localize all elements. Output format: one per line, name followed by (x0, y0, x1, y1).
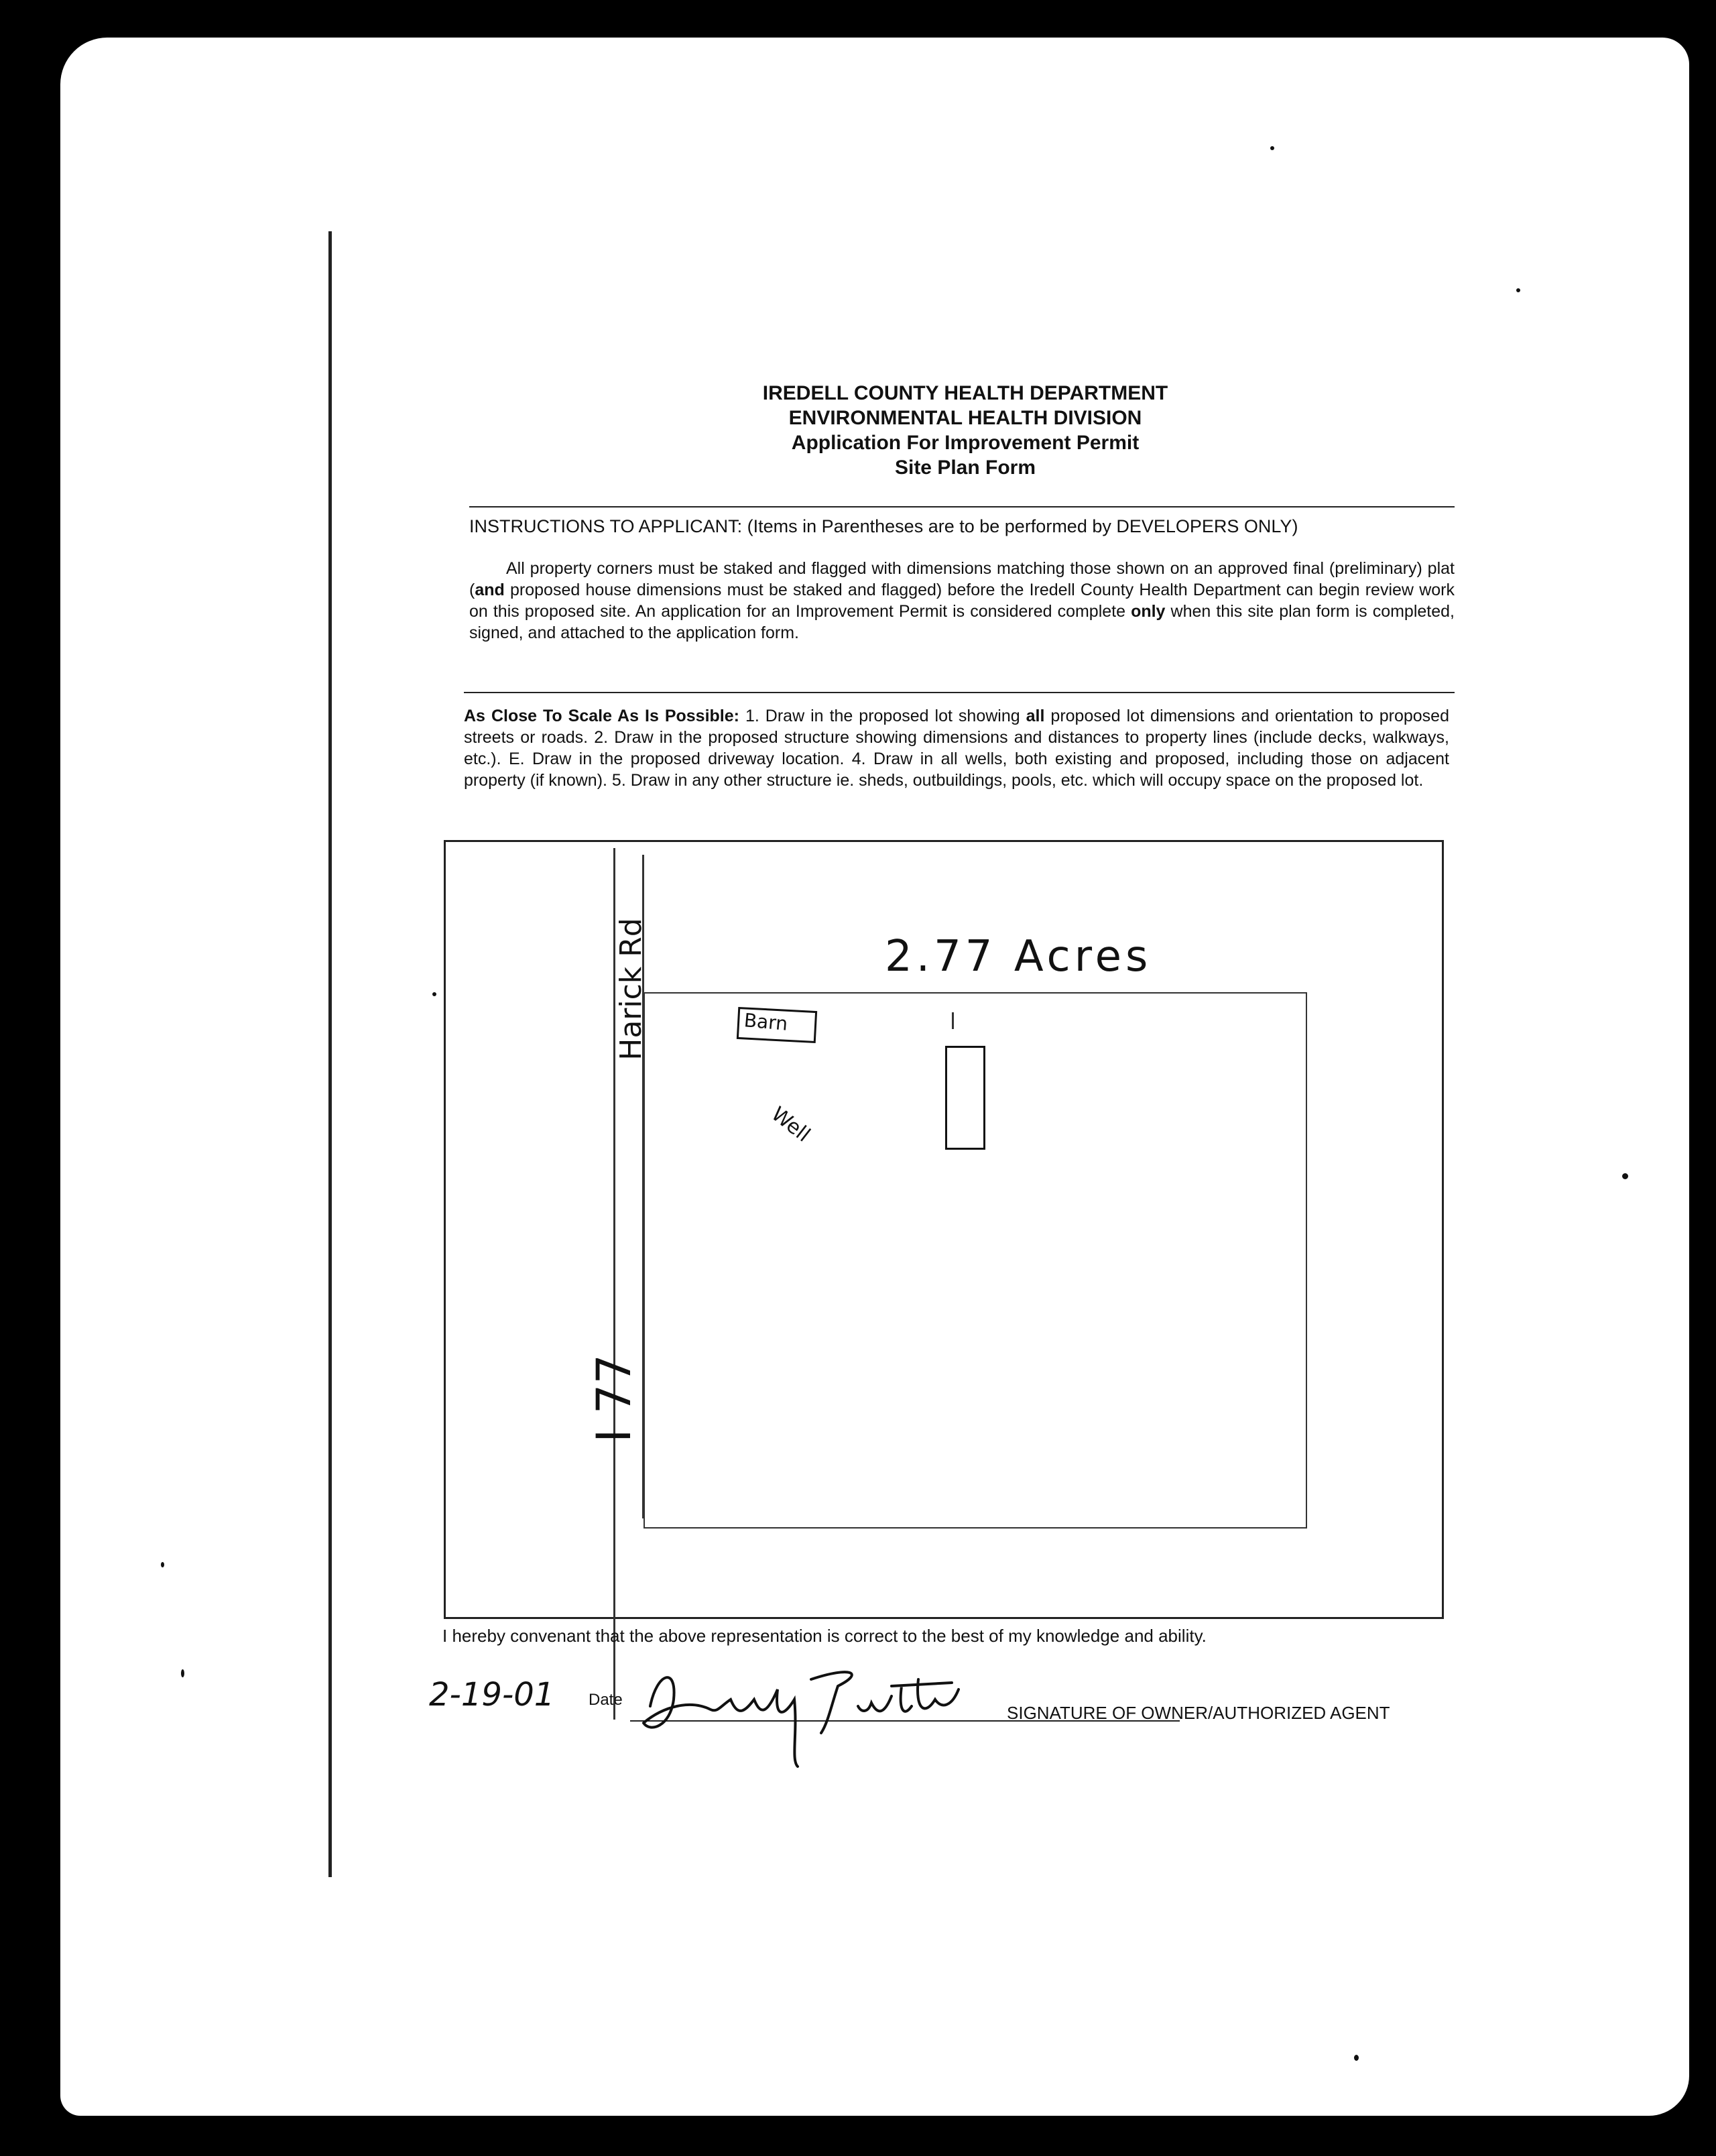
date-label: Date (589, 1691, 623, 1709)
divider-middle (464, 692, 1455, 693)
scale-instructions (464, 705, 1449, 791)
signature-label: SIGNATURE OF OWNER/AUTHORIZED AGENT (1007, 1703, 1390, 1723)
lot-acreage: 2.77 Acres (885, 932, 1152, 981)
scale-text-2: proposed lot dimensions and orientation to proposed streets or roads. 2. Draw in the proposed structure showing dimensions and distances to property lines (include decks, walkways, etc.). E. Draw in the proposed driveway location. 4. Draw in all wells, both existing and proposed, including those on adjacent property (if known). 5. Draw in any other structure ie. sheds, outbuildings, pools, etc. which will occupy space on the proposed lot. (464, 707, 1449, 790)
department-title: IREDELL COUNTY HEALTH DEPARTMENT (762, 382, 1168, 404)
scale-bold-all: all (1026, 707, 1045, 725)
instructions-bold-only: only (1131, 602, 1166, 621)
house-outline (945, 1046, 985, 1150)
handwritten-signature (637, 1659, 985, 1770)
date-value: 2-19-01 (429, 1676, 555, 1714)
house-tick (952, 1012, 954, 1029)
instructions-body (469, 558, 1455, 644)
application-title: Application For Improvement Permit (791, 432, 1140, 454)
instructions-title: INSTRUCTIONS TO APPLICANT: (Items in Parentheses are to be performed by DEVELOPERS ONLY) (469, 516, 1298, 536)
signature-row (429, 1676, 1434, 1777)
division-title: ENVIRONMENTAL HEALTH DIVISION (788, 407, 1142, 429)
instructions-bold-and: and (475, 581, 505, 599)
barn-label: Barn (743, 1009, 789, 1035)
instructions-text-3: when this site plan form is completed, signed, and attached to the application form. (469, 602, 1455, 642)
divider-top (469, 506, 1455, 507)
margin-line (328, 231, 332, 1877)
instructions-text-1: All property corners must be staked and flagged with dimensions matching those shown on an approved final (preliminary) plat ( (469, 559, 1455, 599)
well-label: Well (766, 1102, 815, 1147)
scale-text-1: 1. Draw in the proposed lot showing (739, 707, 1026, 725)
form-header (469, 381, 1461, 480)
scale-lead: As Close To Scale As Is Possible: (464, 707, 739, 725)
instructions-text-2: proposed house dimensions must be staked and flagged) before the Iredell County Health Department can begin review work on this proposed site. An application for an Improvement Permit is considered complete (469, 581, 1455, 621)
certification-statement: I hereby convenant that the above representation is correct to the best of my knowledge and ability. (442, 1626, 1207, 1646)
road-label: Harick Rd (613, 918, 648, 1061)
highway-label: I 77 (586, 1354, 641, 1443)
form-title: Site Plan Form (894, 457, 1036, 479)
